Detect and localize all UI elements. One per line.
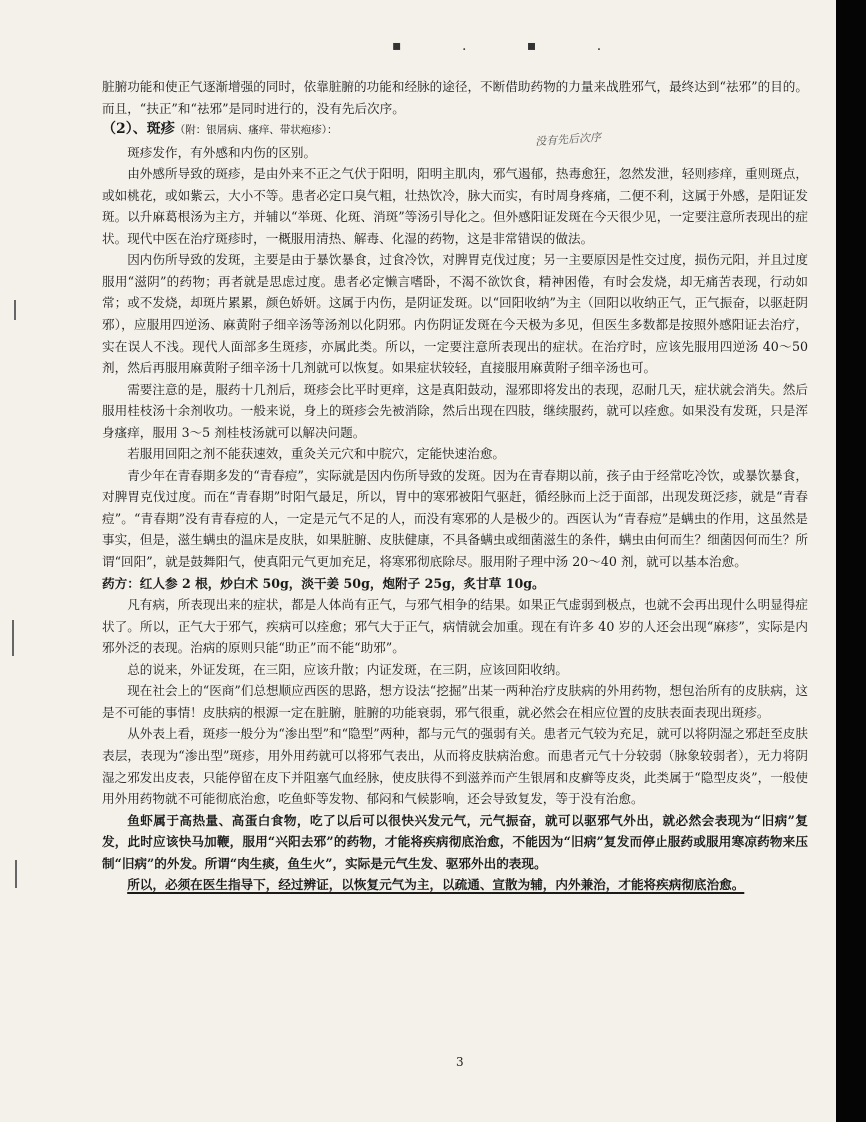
paragraph-intro: 脏腑功能和使正气逐渐增强的同时，依靠脏腑的功能和经脉的途径，不断借助药物的力量来战胜邪气，最终达到“祛邪”的目的。而且，“扶正”和“祛邪”是同时进行的，没有先后次序。 [102,79,808,116]
paragraph: 从外表上看，斑疹一般分为“渗出型”和“隐型”两种，都与元气的强弱有关。患者元气较为充足，就可以将阴湿之邪赶至皮肤表层，表现为“渗出型”斑疹，用外用药就可以将邪气表出，从而将皮肤病治愈。而患者元气十分较弱（脉象较弱者），无力将阴湿之邪发出皮表，只能停留在皮下并阻塞气血经脉，使皮肤得不到滋养而产生银屑和皮癣等皮炎，此类属于“隐型皮炎”，一般使用外用药物就不可能彻底治愈，吃鱼虾等发物、郁闷和气候影响，还会导致复发，等于没有治愈。 [102,726,808,807]
prescription: 药方：红人参 2 根，炒白术 50g，淡干姜 50g，炮附子 25g，炙甘草 10g。 [102,575,545,591]
scan-speck [14,300,16,320]
paragraph: 斑疹发作，有外感和内伤的区别。 [127,144,317,160]
paragraph: 现在社会上的“医商”们总想顺应西医的思路，想方设法“挖掘”出某一两种治疗皮肤病的外用药物，想包治所有的皮肤病，这是不可能的事情！皮肤病的根源一定在脏腑，脏腑的功能衰弱，邪气很重，就必然会在相应位置的皮肤表面表现出斑疹。 [102,683,808,720]
heading-number: （2）、 [102,121,147,138]
paragraph: 需要注意的是，服药十几剂后，斑疹会比平时更痒，这是真阳鼓动，湿邪即将发出的表现，忍耐几天，症状就会消失。然后服用桂枝汤十余剂收功。一般来说，身上的斑疹会先被消除，然后出现在四肢，继续服药，就可以痊愈。如果没有发斑，只是浑身瘙痒，服用 3～5 剂桂枝汤就可以解决问题。 [102,381,808,440]
paragraph: 总的说来，外证发斑，在三阳，应该升散；内证发斑，在三阴，应该回阳收纳。 [127,661,568,677]
section-heading [102,119,808,142]
document-body [102,76,808,896]
scan-edge-border [836,0,866,1122]
paragraph: 由外感所导致的斑疹，是由外来不正之气伏于阳明，阳明主肌肉，邪气遏郁，热毒愈狂，忽然发泄，轻则疹痒，重则斑点，或如桃花，或如紫云，大小不等。患者必定口臭气粗，壮热饮冷，脉大而实，有时周身疼痛，二便不利，这属于外感，是阳证发斑。以升麻葛根汤为主方，并辅以“举斑、化斑、消斑”等汤引导化之。但外感阳证发斑在今天很少见，一定要注意所表现出的症状。现代中医在治疗斑疹时，一概服用清热、解毒、化湿的药物，这是非常错误的做法。 [102,166,808,246]
paragraph: 若服用回阳之剂不能获速效，重灸关元穴和中脘穴，定能快速治愈。 [127,446,505,462]
scan-speck [12,620,14,656]
scan-marks: ▪ . ▪ . [392,38,630,54]
page-number: 3 [456,1055,464,1069]
paragraph: 凡有病，所表现出来的症状，都是人体尚有正气，与邪气相争的结果。如果正气虚弱到极点，也就不会再出现什么明显得症状了。所以，正气大于邪气，疾病可以痊愈；邪气大于正气，病情就会加重。现在有许多 40 岁的人还会出现“麻疹”，实际是内邪外泛的表现。治病的原则只能“助正”而不能“助邪”。 [102,597,808,656]
scan-speck [15,860,17,888]
heading-subtitle: （附：银屑病、瘙痒、带状疱疹）： [174,124,338,137]
heading-title: 斑疹 [146,121,175,138]
paragraph-conclusion: 所以，必须在医生指导下，经过辨证，以恢复元气为主，以疏通、宣散为辅，内外兼治，才能将疾病彻底治愈。 [127,877,745,893]
handwritten-note: 没有先后次序 [534,130,602,149]
paragraph: 鱼虾属于高热量、高蛋白食物，吃了以后可以很快兴发元气，元气振奋，就可以驱邪气外出，就必然会表现为“旧病”复发，此时应该快马加鞭，服用“兴阳去邪”的药物，才能将疾病彻底治愈，不能因为“旧病”复发而停止服药或服用寒凉药物来压制“旧病”的外发。所谓“肉生痰，鱼生火”，实际是元气生发、驱邪外出的表现。 [102,812,808,871]
paragraph: 青少年在青春期多发的“青春痘”，实际就是因内伤所导致的发斑。因为在青春期以前，孩子由于经常吃冷饮，或暴饮暴食，对脾胃克伐过度。而在“青春期”时阳气最足，所以，胃中的寒邪被阳气驱赶，循经脉而上泛于面部，出现发斑泛疹，就是“青春痘”。“青春期”没有青春痘的人，一定是元气不足的人，而没有寒邪的人是极少的。西医认为“青春痘”是螨虫的作用，这虽然是事实，但是，滋生螨虫的温床是皮肤，如果脏腑、皮肤健康，不具备螨虫或细菌滋生的条件，螨虫由何而生？细菌因何而生？所谓“回阳”，就是鼓舞阳气，使真阳元气更加充足，将寒邪彻底除尽。服用附子理中汤 20～40 剂，就可以基本治愈。 [102,467,808,570]
paragraph: 因内伤所导致的发斑，主要是由于暴饮暴食，过食冷饮，对脾胃克伐过度；另一主要原因是性交过度，损伤元阳，并且过度服用“滋阴”的药物；再者就是思虑过度。患者必定懒言嗜卧，不渴不欲饮食，精神困倦，有时会发烧，却无痛苦表现，行动如常；或不发烧，却斑片累累，颜色娇妍。这属于内伤，是阴证发斑。以“回阳收纳”为主（回阳以收纳正气，正气振奋，以驱赶阴邪），应服用四逆汤、麻黄附子细辛汤等汤剂以化阴邪。内伤阴证发斑在今天极为多见，但医生多数都是按照外感阳证去治疗，实在误人不浅。现代人面部多生斑疹，亦属此类。所以，一定要注意所表现出的症状。在治疗时，应该先服用四逆汤 40～50 剂，然后再服用麻黄附子细辛汤十几剂就可以恢复。如果症状较轻，直接服用麻黄附子细辛汤也可。 [102,252,808,376]
